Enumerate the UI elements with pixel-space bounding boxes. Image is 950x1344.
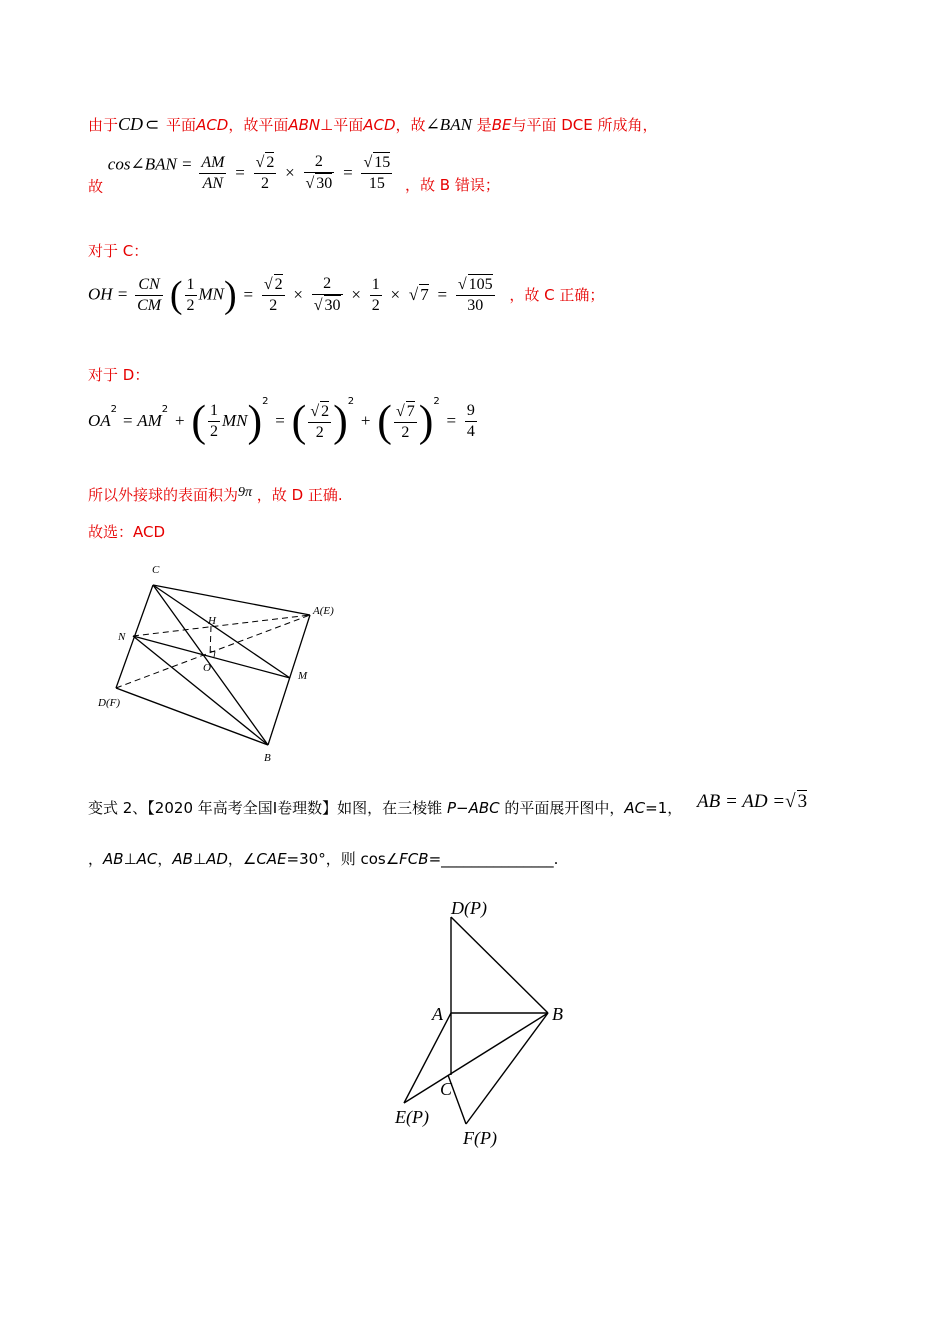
label-m: M bbox=[298, 670, 308, 682]
fraction-am-an: $\frac{AM}{AN}$ bbox=[201, 153, 225, 192]
label-h: H bbox=[208, 615, 216, 627]
label-dp: D(P) bbox=[451, 898, 487, 918]
label-c: C bbox=[152, 564, 160, 576]
fraction-sqrt2-2: $\frac{√ 2}{2}$ bbox=[255, 154, 275, 192]
label-fp: F(P) bbox=[463, 1128, 497, 1148]
ab-ad-expr: AB = AD =√ 3 bbox=[697, 791, 808, 812]
line-plane-angle: 由于CD ⊂ 平面ACD，故平面ABN⊥平面ACD，故∠BAN 是BE与平面 DCE 所成角， bbox=[88, 114, 658, 134]
label-ep: E(P) bbox=[395, 1107, 429, 1127]
label-a: A bbox=[432, 1004, 443, 1024]
line-oa-squared: $OA^2 = AM^2$ + ( $\frac{1}{2}$ MN)$^2$ = ( $\frac{√ 2}{2}$ )$^2$ + ( $\frac{√ 7}{2}$ )$^2$ = $\frac{9}{4}$ bbox=[88, 396, 475, 446]
variant-problem-line2: ，AB⊥AC，AB⊥AD，∠CAE=30°，则 cos∠FCB=_______________. bbox=[88, 850, 559, 868]
label-b: B bbox=[264, 752, 271, 764]
answer-line: 故选：ACD bbox=[88, 523, 166, 541]
edge-db bbox=[116, 688, 268, 745]
label-ae: A(E) bbox=[313, 605, 334, 617]
label-o: O bbox=[203, 662, 211, 674]
angle-ban: ∠BAN bbox=[425, 115, 472, 134]
edge-ca bbox=[153, 585, 310, 615]
edge-nb bbox=[133, 636, 268, 745]
line-surface-area: 所以外接球的表面积为9π ，故 D 正确. bbox=[88, 485, 343, 504]
dashed-na bbox=[133, 615, 310, 636]
edge-eb bbox=[404, 1013, 548, 1103]
label-c2: C bbox=[440, 1079, 453, 1099]
cd-symbol: CD bbox=[118, 114, 144, 134]
cos-ban-expr: cos∠BAN = bbox=[107, 154, 193, 174]
edge-db bbox=[451, 917, 548, 1013]
label-df: D(F) bbox=[98, 697, 120, 709]
variant-problem-line1: 变式 2、【2020 年高考全国Ⅰ卷理数】如图，在三棱锥 P−ABC 的平面展开图中，AC=1， AB = AD =√ 3 bbox=[88, 791, 808, 817]
figure-folded-solid bbox=[90, 558, 350, 770]
line-cos-ban: 故 cos∠BAN = $\frac{AM}{AN}$ = $\frac{√ 2}{2}$ × $\frac{2}{√ 30}$ = $\frac{√ 15}{15}$ ，故 B 错误； bbox=[88, 153, 500, 196]
fraction-cn-cm: $\frac{CN}{CM}$ bbox=[137, 275, 162, 314]
heading-option-c: 对于 C： bbox=[88, 242, 149, 260]
edge-nm bbox=[133, 636, 290, 678]
fraction-2-sqrt30: $\frac{2}{√ 30}$ bbox=[305, 153, 333, 192]
figure-net-pyramid bbox=[380, 890, 580, 1152]
label-b2: B bbox=[552, 1004, 563, 1024]
line-oh: OH = $\frac{CN}{CM}$ ( $\frac{1}{2}$ MN) = $\frac{√ 2}{2}$ × $\frac{2}{√ 30}$ × $\frac{1}{2}$ × √ 7 = $\frac{√ 105}{30}$ ，故 C 正确； bbox=[88, 274, 605, 316]
edge-fb bbox=[466, 1013, 548, 1124]
label-n: N bbox=[118, 631, 126, 643]
heading-option-d: 对于 D： bbox=[88, 366, 150, 384]
fraction-sqrt15-15: $\frac{√ 15}{15}$ bbox=[363, 154, 391, 192]
